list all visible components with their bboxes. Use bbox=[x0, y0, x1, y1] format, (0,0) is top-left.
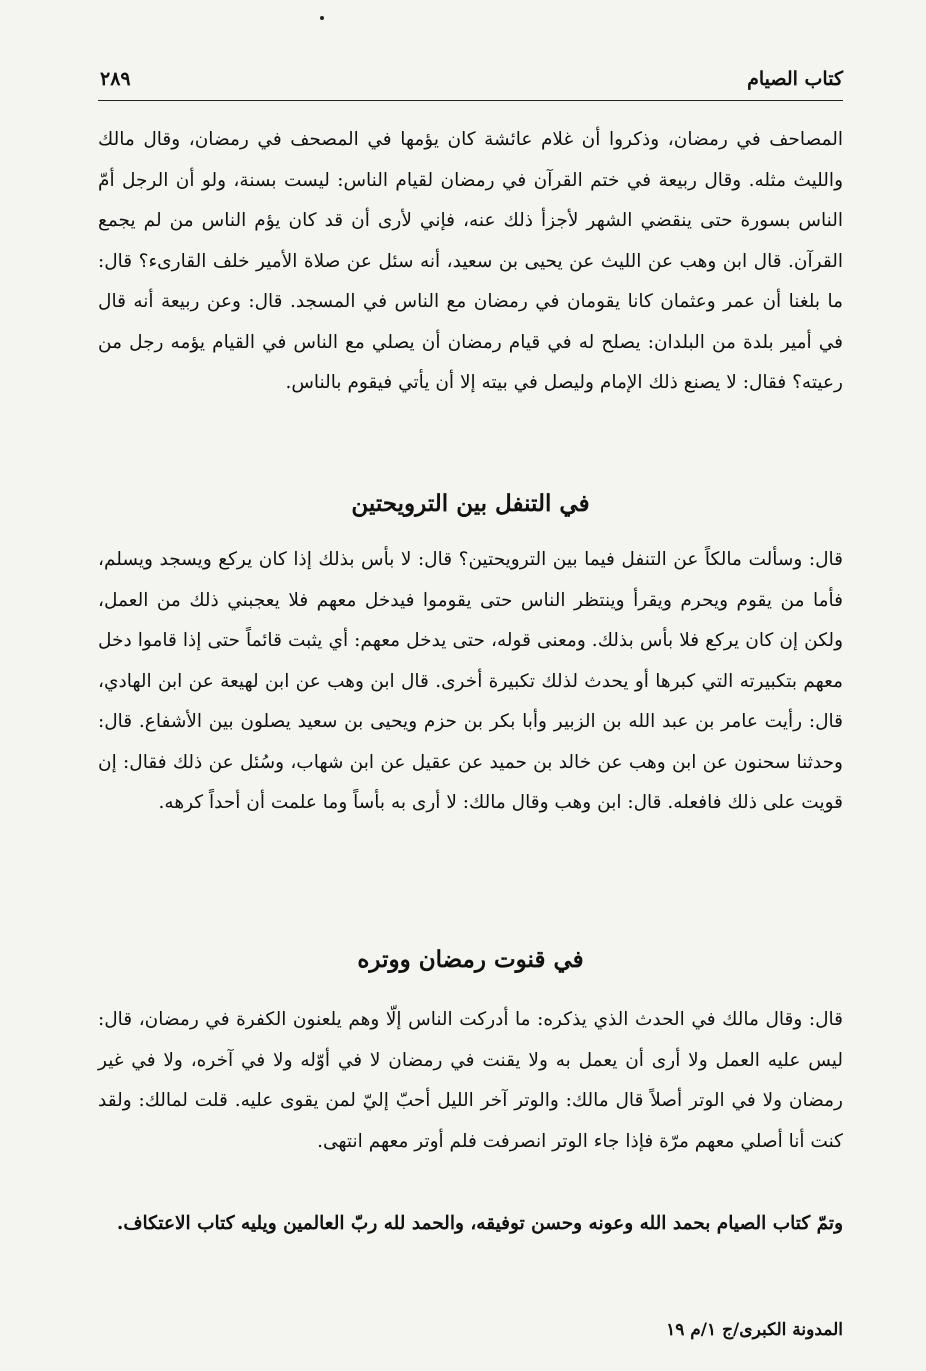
page-number: ٢٨٩ bbox=[100, 68, 131, 90]
signature-mark: المدونة الكبرى/ج ١/م ١٩ bbox=[666, 1320, 843, 1340]
paragraph-1: المصاحف في رمضان، وذكروا أن غلام عائشة كان يؤمها في المصحف في رمضان، وقال مالك والليث مثله. وقال ربيعة في ختم القرآن في رمضان لقيام الناس: ليست بسنة، ولو أن الرجل أمّ الناس بسورة حتى ينقضي الشهر لأجزأ ذلك عنه، فإني لأرى أن قد كان يؤم الناس من لم يجمع القرآن. قال ابن وهب عن الليث عن يحيى بن سعيد، أنه سئل عن صلاة الأمير خلف القارىء؟ قال: ما بلغنا أن عمر وعثمان كانا يقومان في رمضان مع الناس في المسجد. قال: وعن ربيعة أنه قال في أمير بلدة من البلدان: يصلح له في قيام رمضان أن يصلي مع الناس في القيام يؤمه رجل من رعيته؟ فقال: لا يصنع ذلك الإمام وليصل في بيته إلا أن يأتي فيقوم بالناس. bbox=[98, 129, 843, 393]
running-header bbox=[98, 66, 843, 102]
book-page bbox=[98, 0, 843, 1371]
printing-dot bbox=[320, 16, 324, 20]
paragraph-3: قال: وقال مالك في الحدث الذي يذكره: ما أدركت الناس إلّا وهم يلعنون الكفرة في رمضان، قال: ليس عليه العمل ولا أرى أن يعمل به ولا يقنت في رمضان لا في أوّله ولا في آخره، ولا في غير رمضان ولا في الوتر أصلاً قال مالك: والوتر آخر الليل أحبّ إليّ لمن يقوى عليه. قلت لمالك: ولقد كنت أنا أصلي معهم مرّة فإذا جاء الوتر انصرفت فلم أوتر معهم انتهى. bbox=[98, 1009, 843, 1152]
closing-paragraph: وتمّ كتاب الصيام بحمد الله وعونه وحسن توفيقه، والحمد لله ربّ العالمين ويليه كتاب الاعتكاف. bbox=[116, 1213, 843, 1234]
chapter-title: كتاب الصيام bbox=[747, 68, 843, 90]
paragraph-2: قال: وسألت مالكاً عن التنفل فيما بين الترويحتين؟ قال: لا بأس بذلك إذا كان يركع ويسجد ويسلم، فأما من يقوم ويحرم ويقرأ وينتظر الناس حتى يقوموا فيدخل معهم فلا يعجبني ذلك من العمل، ولكن إن كان يركع فلا بأس بذلك. ومعنى قوله، حتى يدخل معهم: أي يثبت قائماً حتى إذا قاموا دخل معهم بتكبيرته التي كبرها أو يحدث لذلك تكبيرة أخرى. قال ابن وهب عن ابن لهيعة عن ابن الهادي، قال: رأيت عامر بن عبد الله بن الزبير وأبا بكر بن حزم ويحيى بن سعيد يصلون بين الأشفاع. قال: وحدثنا سحنون عن ابن وهب عن خالد بن حميد عن عقيل عن ابن شهاب، وسُئل عن ذلك فقال: إن قويت على ذلك فافعله. قال: ابن وهب وقال مالك: لا أرى به بأساً وما علمت أن أحداً كرهه. bbox=[98, 549, 843, 813]
section-heading-qunut: في قنوت رمضان ووتره bbox=[357, 946, 584, 973]
header-rule bbox=[98, 100, 843, 101]
section-heading-tanafful: في التنفل بين الترويحتين bbox=[351, 490, 590, 517]
